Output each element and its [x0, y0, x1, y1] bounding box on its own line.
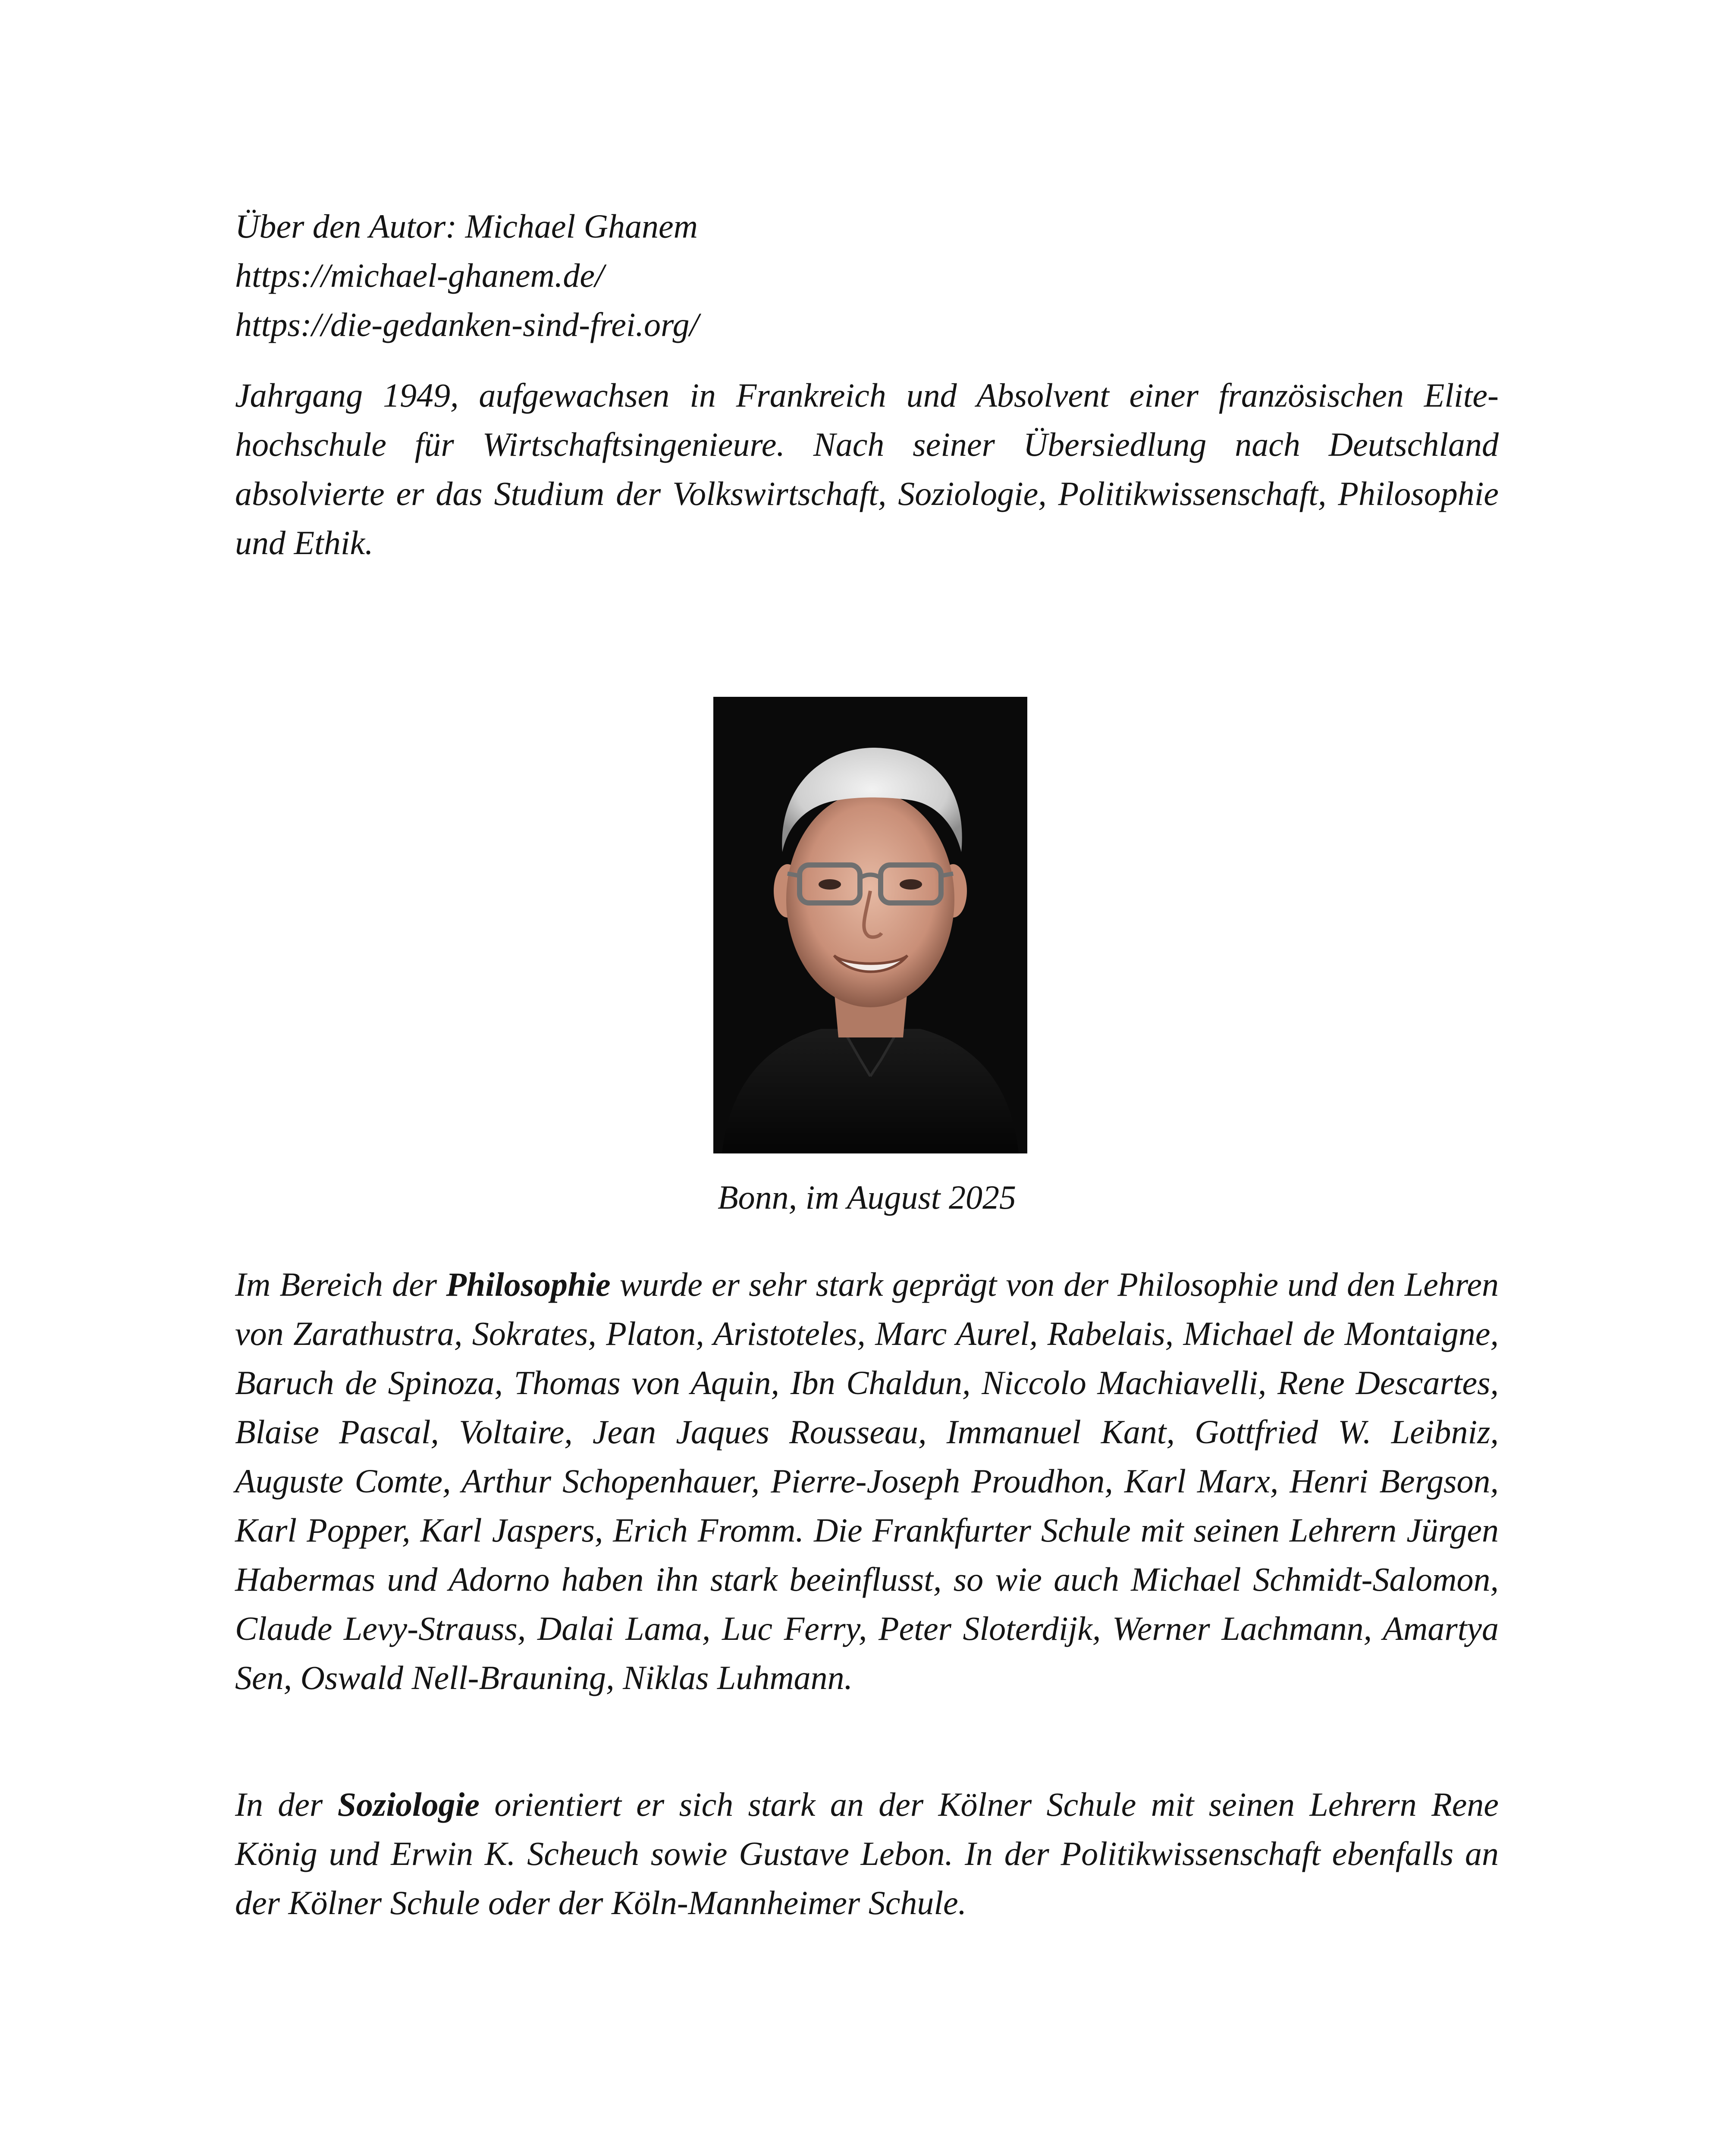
sociology-text: orientiert er sich stark an der Kölner Schule mit seinen Lehrern Rene König und Erwin K. Scheuch sowie Gustave Lebon. In der Politikwissenschaft ebenfalls an der Kölner Schule oder der Köln-Mannheimer Schule.: [235, 1786, 1499, 1921]
sociology-keyword: Soziologie: [337, 1786, 480, 1823]
philosophy-keyword: Philosophie: [446, 1266, 611, 1303]
philosophy-paragraph: [235, 1260, 1499, 1702]
sociology-paragraph: [235, 1780, 1499, 1927]
author-portrait: [713, 697, 1027, 1153]
philosophy-lead: Im Bereich der: [235, 1266, 446, 1303]
photo-caption: Bonn, im August 2025: [718, 1178, 1016, 1216]
sociology-lead: In der: [235, 1786, 338, 1823]
author-line: Über den Autor: Michael Ghanem: [235, 207, 698, 245]
bio-intro-paragraph: Jahrgang 1949, aufgewachsen in Frankreich und Absolvent einer französischen Elitehochschule für Wirtschaftsingenieure. Nach seiner Übersiedlung nach Deutschland absolvierte er das Studium der Volkswirtschaft, Soziologie, Politikwissenschaft, Philosophie und Ethik.: [235, 376, 1499, 561]
website-link-2[interactable]: https://die-gedanken-sind-frei.org/: [235, 306, 699, 343]
author-header: [235, 202, 1499, 349]
philosophy-text: wurde er sehr stark geprägt von der Philosophie und den Lehren von Zarathustra, Sokrates, Platon, Aristoteles, Marc Aurel, Rabelais, Michael de Montaigne, Baruch de Spinoza, Thomas von Aquin, Ibn Chaldun, Niccolo Machiavelli, Rene Descartes, Blaise Pascal, Voltaire, Jean Jaques Rousseau, Immanuel Kant, Gottfried W. Leibniz, Auguste Comte, Arthur Schopenhauer, Pierre-Joseph Proudhon, Karl Marx, Henri Bergson, Karl Popper, Karl Jaspers, Erich Fromm. Die Frankfurter Schule mit seinen Lehrern Jürgen Habermas und Adorno haben ihn stark beeinflusst, so wie auch Michael Schmidt-Salomon, Claude Levy-Strauss, Dalai Lama, Luc Ferry, Peter Sloterdijk, Werner Lachmann, Amartya Sen, Oswald Nell-Brauning, Niklas Luhmann.: [235, 1266, 1499, 1696]
portrait-image: [713, 697, 1027, 1153]
website-link-1[interactable]: https://michael-ghanem.de/: [235, 257, 604, 294]
